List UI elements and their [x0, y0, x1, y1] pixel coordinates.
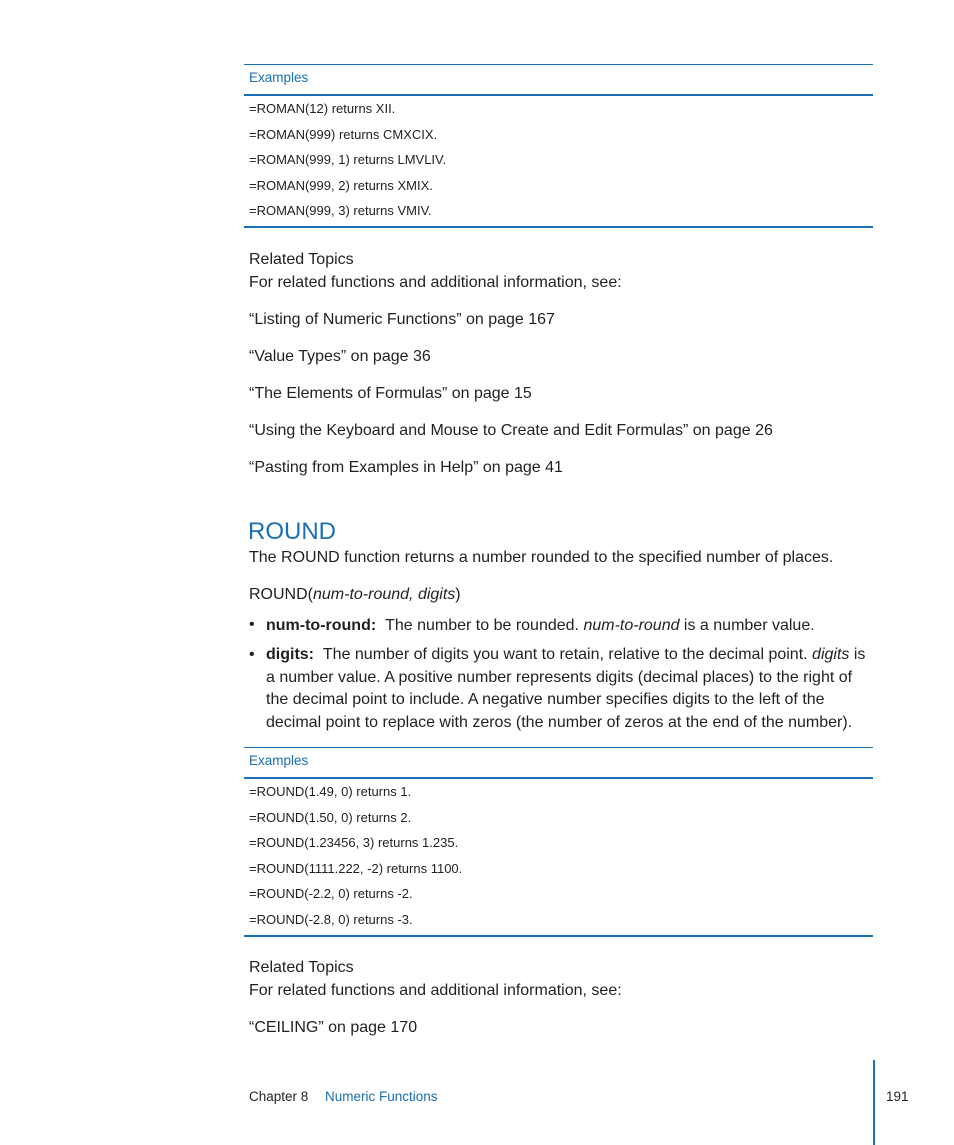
- example-row: =ROUND(1.49, 0) returns 1.: [249, 784, 412, 799]
- syntax-function-name: ROUND: [249, 586, 308, 603]
- example-row: =ROMAN(999) returns CMXCIX.: [249, 127, 438, 142]
- argument-text: is a number value. A positive number represents digits (decimal places) to the right of the decimal point to include. A negative number specifies digits to the left of the decimal point to replace with zeros (the number of zeros at the end of the number).: [266, 646, 866, 731]
- related-link[interactable]: “CEILING” on page 170: [249, 1019, 418, 1036]
- related-topics-heading: Related Topics: [249, 959, 354, 976]
- related-link[interactable]: “Pasting from Examples in Help” on page 41: [249, 459, 563, 476]
- example-row: =ROUND(1.23456, 3) returns 1.235.: [249, 835, 459, 850]
- syntax-arguments: num-to-round, digits: [313, 586, 456, 603]
- bullet-marker: •: [249, 616, 255, 633]
- function-description: The ROUND function returns a number rounded to the specified number of places.: [249, 549, 834, 566]
- example-row: =ROMAN(999, 1) returns LMVLIV.: [249, 152, 447, 167]
- related-topics-heading: Related Topics: [249, 251, 354, 268]
- argument-italic: digits: [812, 646, 850, 663]
- function-syntax: [249, 586, 461, 604]
- argument-description: [266, 644, 876, 734]
- example-row: =ROMAN(999, 3) returns VMIV.: [249, 203, 432, 218]
- example-row: =ROMAN(12) returns XII.: [249, 101, 396, 116]
- example-row: =ROMAN(999, 2) returns XMIX.: [249, 178, 433, 193]
- syntax-close-paren: ): [455, 586, 461, 603]
- examples-header: [244, 65, 873, 96]
- related-link[interactable]: “The Elements of Formulas” on page 15: [249, 385, 532, 402]
- related-link[interactable]: “Value Types” on page 36: [249, 348, 431, 365]
- footer-divider: [873, 1060, 875, 1145]
- related-link[interactable]: “Using the Keyboard and Mouse to Create and Edit Formulas” on page 26: [249, 422, 773, 439]
- examples-header: [244, 748, 873, 779]
- argument-text: The number of digits you want to retain, relative to the decimal point.: [322, 646, 813, 663]
- examples-table-roman: [244, 64, 873, 228]
- argument-description: [266, 615, 876, 638]
- example-row: =ROUND(1111.222, -2) returns 1100.: [249, 861, 463, 876]
- footer-chapter-title: Numeric Functions: [325, 1089, 438, 1104]
- related-link[interactable]: “Listing of Numeric Functions” on page 167: [249, 311, 555, 328]
- section-title: ROUND: [248, 518, 336, 545]
- argument-term: num-to-round:: [266, 617, 377, 634]
- examples-title: Examples: [249, 753, 309, 768]
- bullet-marker: •: [249, 646, 255, 663]
- argument-italic: num-to-round: [583, 617, 680, 634]
- argument-term: digits:: [266, 646, 314, 663]
- example-row: =ROUND(-2.2, 0) returns -2.: [249, 886, 413, 901]
- examples-title: Examples: [249, 70, 309, 85]
- examples-table-round: [244, 747, 873, 937]
- example-row: =ROUND(1.50, 0) returns 2.: [249, 810, 412, 825]
- related-topics-intro: For related functions and additional information, see:: [249, 982, 622, 999]
- argument-text: The number to be rounded.: [385, 617, 584, 634]
- syntax-open-paren: (: [307, 586, 313, 603]
- related-topics-intro: For related functions and additional information, see:: [249, 274, 622, 291]
- example-row: =ROUND(-2.8, 0) returns -3.: [249, 912, 413, 927]
- footer-chapter: Chapter 8: [249, 1089, 309, 1104]
- argument-text: is a number value.: [679, 617, 815, 634]
- page-number: 191: [886, 1089, 909, 1104]
